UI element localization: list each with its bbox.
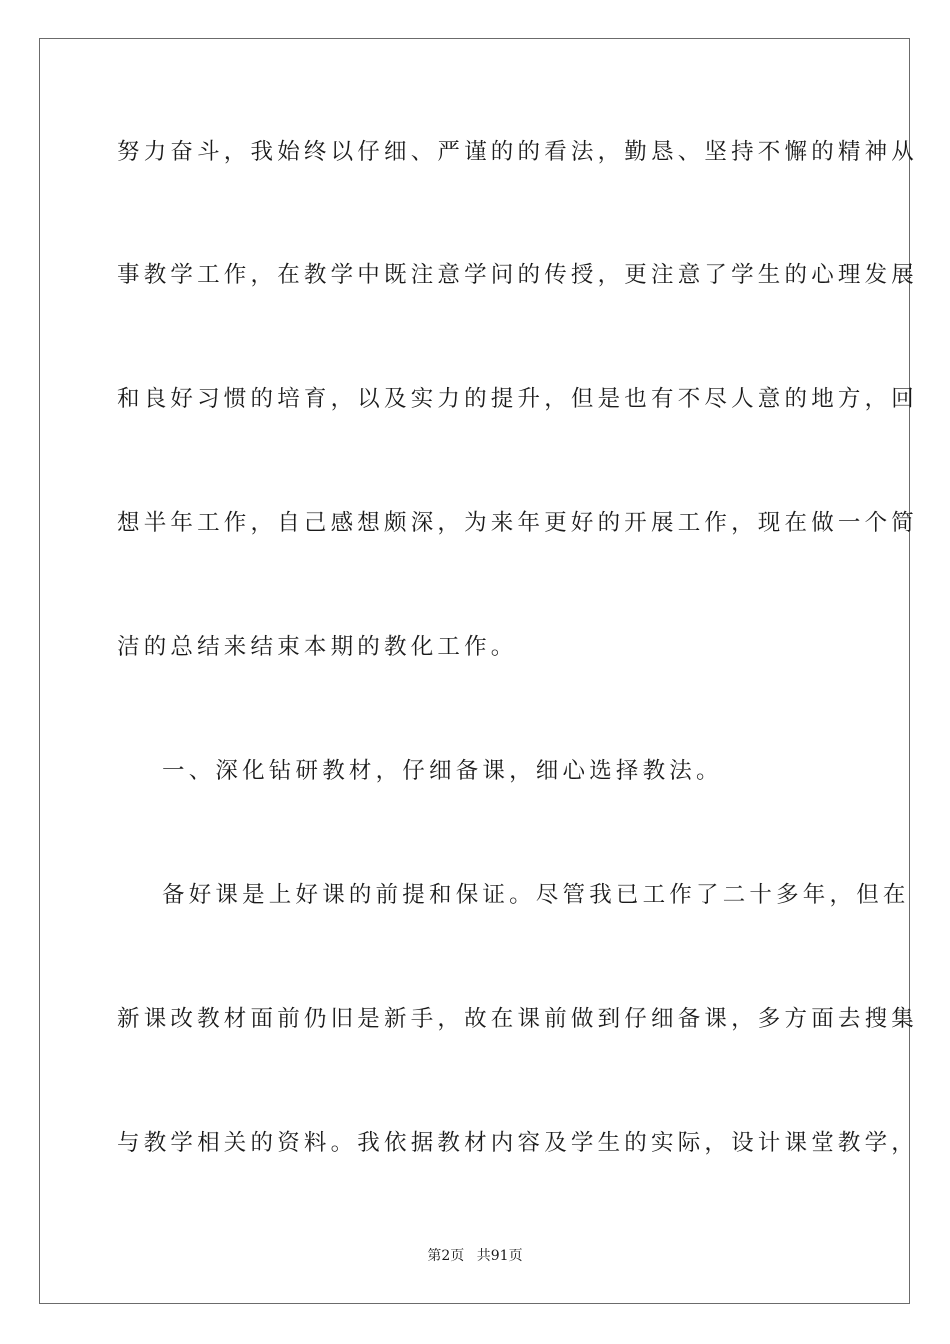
text-line-9: 与教学相关的资料。我依据教材内容及学生的实际，设计课堂教学， [117,1130,919,1156]
text-line-3: 和良好习惯的培育，以及实力的提升，但是也有不尽人意的地方，回 [117,386,919,412]
page-footer [0,1245,950,1265]
text-line-8: 新课改教材面前仍旧是新手，故在课前做到仔细备课，多方面去搜集 [117,1006,919,1032]
page-total: 共91页 [476,1248,523,1264]
page-border [39,38,910,1304]
text-line-5: 洁的总结来结束本期的教化工作。 [117,634,518,660]
text-line-4: 想半年工作，自己感想颇深，为来年更好的开展工作，现在做一个简 [117,510,919,536]
text-line-1: 努力奋斗，我始终以仔细、严谨的的看法，勤恳、坚持不懈的精神从 [117,139,919,165]
page-number: 第2页 [427,1248,465,1264]
section-heading: 一、深化钻研教材，仔细备课，细心选择教法。 [162,758,723,784]
text-line-2: 事教学工作，在教学中既注意学问的传授，更注意了学生的心理发展 [117,262,919,288]
text-line-7: 备好课是上好课的前提和保证。尽管我已工作了二十多年，但在 [162,882,910,908]
